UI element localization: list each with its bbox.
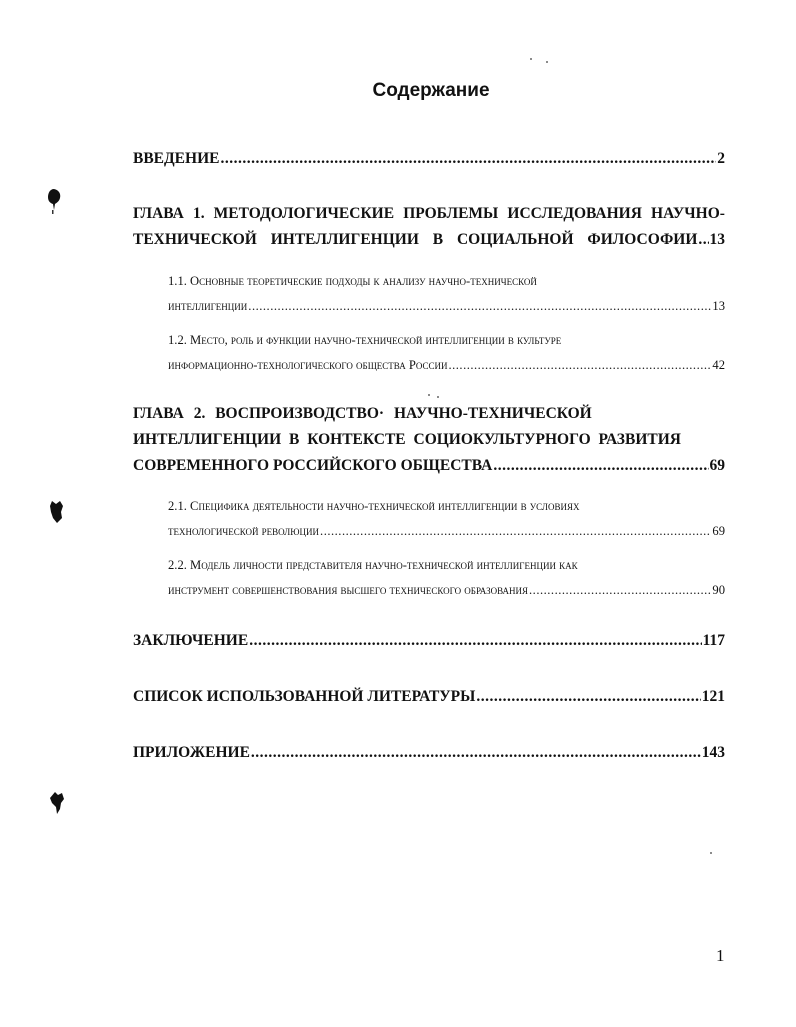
toc-page-number: 90	[712, 583, 725, 597]
toc-entry-chapter-2[interactable]	[133, 405, 725, 483]
toc-page-number: 2	[717, 150, 725, 167]
toc-page-number: 121	[701, 688, 725, 705]
toc-leader	[248, 299, 711, 314]
scan-speck	[546, 61, 548, 63]
toc-entry-chapter-1[interactable]	[133, 205, 725, 257]
toc-entry-title: Место, роль и функции научно-технической интеллигенции в культуре	[190, 333, 562, 347]
toc-entry-title-cont: инструмент совершенствования высшего технического образования	[168, 583, 529, 597]
toc-entry-title: Модель личности представителя научно-технической интеллигенции как	[190, 558, 578, 572]
toc-page-number: 143	[701, 744, 725, 761]
binder-hole-mark-middle	[48, 500, 66, 524]
toc-entry-title-cont: информационно-технологического общества России	[168, 358, 448, 372]
scan-speck	[437, 396, 439, 398]
toc-entry-title: СПИСОК ИСПОЛЬЗОВАННОЙ ЛИТЕРАТУРЫ	[133, 688, 476, 705]
toc-leader	[448, 358, 711, 373]
toc-entry-title: Основные теоретические подходы к анализу научно-технической	[190, 274, 537, 288]
toc-entry-conclusion[interactable]	[133, 632, 725, 658]
toc-entry-title: ВВЕДЕНИЕ	[133, 150, 220, 167]
toc-entry-section-1-1[interactable]	[168, 274, 725, 324]
scan-speck	[530, 58, 532, 60]
page-title: Содержание	[372, 80, 490, 101]
toc-entry-title-cont: ИНТЕЛЛИГЕНЦИИ В КОНТЕКСТЕ СОЦИОКУЛЬТУРНОГО РАЗВИТИЯ	[133, 431, 681, 448]
toc-entry-introduction[interactable]	[133, 150, 725, 176]
toc-leader	[251, 744, 701, 762]
toc-entry-title: ЗАКЛЮЧЕНИЕ	[133, 632, 249, 649]
page-number: 1	[716, 946, 725, 965]
toc-page-number: 69	[709, 457, 725, 474]
toc-entry-title: ГЛАВА 1. МЕТОДОЛОГИЧЕСКИЕ ПРОБЛЕМЫ ИССЛЕДОВАНИЯ НАУЧНО-	[133, 205, 725, 222]
toc-entry-title-cont: СОВРЕМЕННОГО РОССИЙСКОГО ОБЩЕСТВА	[133, 457, 493, 474]
toc-page-number: 13	[709, 231, 725, 248]
toc-entry-section-1-2[interactable]	[168, 333, 725, 383]
toc-page-number: 13	[712, 299, 725, 313]
toc-entry-section-2-2[interactable]	[168, 558, 725, 608]
toc-entry-title-cont: интеллигенции	[168, 299, 248, 313]
toc-leader	[529, 583, 711, 598]
toc-entry-title-cont: ТЕХНИЧЕСКОЙ ИНТЕЛЛИГЕНЦИИ В СОЦИАЛЬНОЙ ФИЛОСОФИИ	[133, 231, 698, 248]
toc-section-number: 1.1.	[168, 274, 187, 288]
scan-speck	[710, 852, 712, 854]
toc-page-number: 117	[702, 632, 725, 649]
toc-page-number: 69	[712, 524, 725, 538]
toc-leader	[698, 231, 708, 249]
toc-page-number: 42	[712, 358, 725, 372]
toc-entry-appendix[interactable]	[133, 744, 725, 770]
toc-leader	[220, 150, 716, 168]
toc-section-number: 2.2.	[168, 558, 187, 572]
toc-leader	[493, 457, 708, 475]
toc-leader	[320, 524, 711, 539]
toc-section-number: 1.2.	[168, 333, 187, 347]
toc-leader	[249, 632, 701, 650]
toc-section-number: 2.1.	[168, 499, 187, 513]
toc-entry-bibliography[interactable]	[133, 688, 725, 714]
toc-entry-section-2-1[interactable]	[168, 499, 725, 549]
toc-entry-title: Специфика деятельности научно-технической интеллигенции в условиях	[190, 499, 580, 513]
binder-hole-mark-top	[46, 188, 62, 216]
toc-entry-title: ПРИЛОЖЕНИЕ	[133, 744, 250, 761]
toc-entry-title-cont: технологической революции	[168, 524, 320, 538]
toc-entry-title: ГЛАВА 2. ВОСПРОИЗВОДСТВО· НАУЧНО-ТЕХНИЧЕСКОЙ	[133, 405, 592, 422]
scan-speck	[428, 394, 430, 396]
binder-hole-mark-bottom	[49, 791, 67, 815]
toc-leader	[476, 688, 700, 706]
